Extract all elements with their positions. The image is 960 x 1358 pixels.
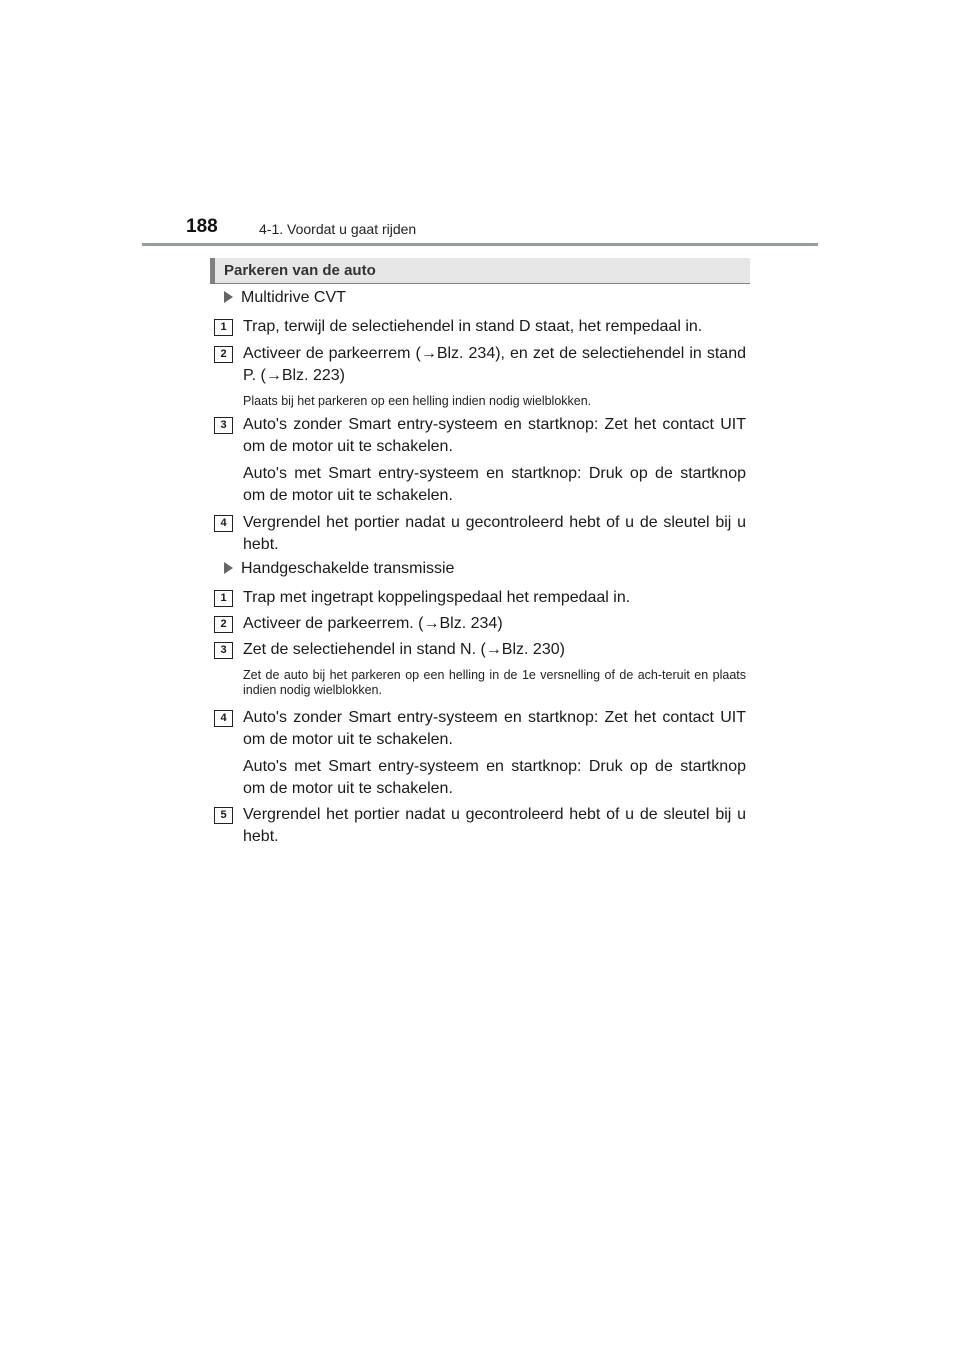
- triangle-bullet-icon: [224, 291, 233, 303]
- step-text: Vergrendel het portier nadat u gecontroleerd hebt of u de sleutel bij u hebt.: [243, 806, 746, 845]
- chapter-title: 4-1. Voordat u gaat rijden: [259, 221, 417, 237]
- step-text: Trap, terwijl de selectiehendel in stand D staat, het rempedaal in.: [243, 318, 703, 335]
- step-number-badge: 4: [214, 515, 233, 532]
- step-number-badge: 2: [214, 346, 233, 363]
- step-number-badge: 3: [214, 642, 233, 659]
- subheading-manual: [224, 560, 454, 578]
- step-extra: Auto's met Smart entry-systeem en startknop: Druk op de startknop om de motor uit te schakelen.: [243, 758, 746, 797]
- subheading-cvt: [224, 289, 346, 307]
- page-header: [142, 214, 818, 246]
- step-text: Auto's zonder Smart entry-systeem en startknop: Zet het contact UIT om de motor uit te schakelen.: [243, 709, 746, 748]
- triangle-bullet-icon: [224, 562, 233, 574]
- step-number-badge: 4: [214, 710, 233, 727]
- step-number-badge: 5: [214, 807, 233, 824]
- step-number-badge: 3: [214, 417, 233, 434]
- step-text: Auto's zonder Smart entry-systeem en startknop: Zet het contact UIT om de motor uit te schakelen.: [243, 416, 746, 455]
- step-number-badge: 1: [214, 590, 233, 607]
- section-heading-bar: [210, 258, 750, 284]
- page-number: 188: [186, 216, 218, 237]
- subheading-manual-text: Handgeschakelde transmissie: [241, 560, 455, 577]
- step-text: Trap met ingetrapt koppelingspedaal het rempedaal in.: [243, 589, 631, 606]
- step-text: Activeer de parkeerrem. (→Blz. 234): [243, 615, 503, 632]
- step-note: Zet de auto bij het parkeren op een helling in de 1e versnelling of de ach-teruit en plaats indien nodig wielblokken.: [243, 668, 746, 697]
- header-rule: [142, 243, 818, 246]
- step-number-badge: 2: [214, 616, 233, 633]
- step-text: Zet de selectiehendel in stand N. (→Blz. 230): [243, 641, 565, 658]
- step-text: Activeer de parkeerrem (→Blz. 234), en zet de selectiehendel in stand P. (→Blz. 223): [243, 345, 746, 384]
- step-extra: Auto's met Smart entry-systeem en startknop: Druk op de startknop om de motor uit te schakelen.: [243, 465, 746, 504]
- step-note: Plaats bij het parkeren op een helling indien nodig wielblokken.: [243, 394, 592, 408]
- subheading-cvt-text: Multidrive CVT: [241, 289, 346, 306]
- step-number-badge: 1: [214, 319, 233, 336]
- section-title: Parkeren van de auto: [224, 262, 376, 279]
- step-text: Vergrendel het portier nadat u gecontroleerd hebt of u de sleutel bij u hebt.: [243, 514, 746, 553]
